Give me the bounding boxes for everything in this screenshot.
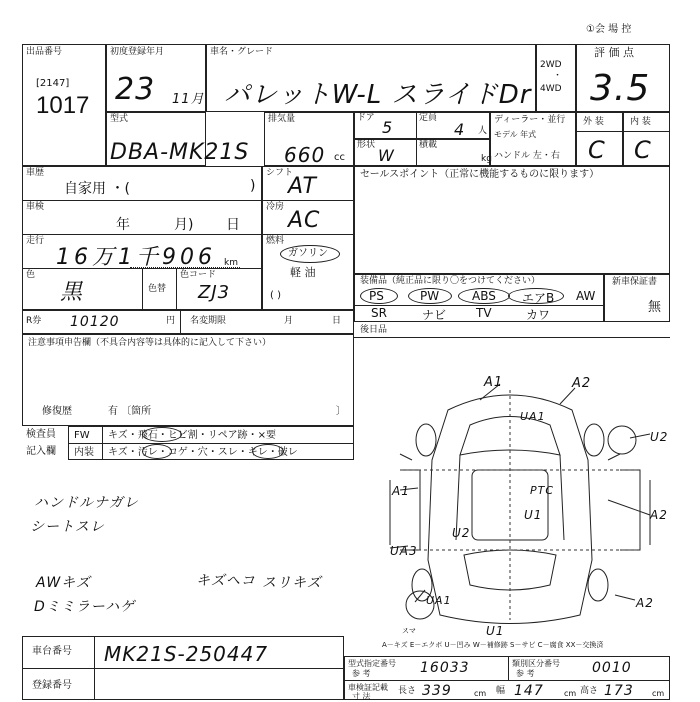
len-unit: cm xyxy=(474,689,487,698)
doors-label: ドア xyxy=(357,113,375,123)
capacity-value: 4 xyxy=(454,120,466,139)
mark-ptc: PTC xyxy=(530,484,555,497)
mark-a2-top: A2 xyxy=(572,376,592,391)
mileage-value: 16万1千906 xyxy=(56,245,216,270)
height-unit: cm xyxy=(652,689,665,698)
equip-aw: AW xyxy=(576,289,596,303)
type-num-label: 型式指定番号 xyxy=(348,659,396,668)
grade-divider xyxy=(576,131,670,132)
color-change-label: 色替 xyxy=(148,284,167,294)
nameexp-month: 月 xyxy=(284,316,294,326)
handle-label: ハンドル 左・右 xyxy=(494,151,560,161)
venue-label: ①会 場 控 xyxy=(586,24,632,35)
nameexp-label: 名変期限 xyxy=(190,316,227,326)
mark-a1-left: A1 xyxy=(392,484,410,498)
reg-year: 23 xyxy=(115,72,156,107)
width-label: 幅 xyxy=(496,686,506,696)
cert-sub: 寸 法 xyxy=(352,692,371,701)
shift-value: AT xyxy=(288,174,317,199)
footer-right-line xyxy=(344,680,670,681)
class-sub: 参 考 xyxy=(516,669,535,678)
lot-number: 1017 xyxy=(36,92,90,119)
drive-dot: ・ xyxy=(553,71,563,81)
mark-sma: スマ xyxy=(402,627,416,635)
mileage-dots xyxy=(130,267,240,268)
color-code-value: ZJ3 xyxy=(198,282,231,303)
nameexp-day: 日 xyxy=(332,316,342,326)
mark-u1-roof: U1 xyxy=(524,508,543,522)
equip-tv: TV xyxy=(476,306,492,320)
inspector-row2: キズ・汚レ・コゲ・穴・スレ・キレ・破レ xyxy=(108,447,298,458)
mark-ua1-rear: UA1 xyxy=(426,594,452,607)
repair-label: 修復歴 xyxy=(42,406,72,417)
reg-month: 11月 xyxy=(172,92,205,107)
equip-airbag: エアB xyxy=(522,291,555,305)
inspector-circle-scuff xyxy=(252,444,284,459)
mark-a2-right: A2 xyxy=(650,508,668,522)
type-num-value: 16033 xyxy=(420,660,470,676)
model-label: 型式 xyxy=(110,114,129,124)
mileage-label: 走行 xyxy=(26,236,45,246)
footer-left-line xyxy=(22,668,344,669)
cc-value: 660 xyxy=(284,143,326,167)
mark-ua3: UA3 xyxy=(390,544,418,558)
load-label: 積載 xyxy=(419,140,438,150)
note-line-1: ハンドルナガレ xyxy=(34,495,139,511)
shift-label: シフト xyxy=(266,168,294,178)
interior-label: 内 装 xyxy=(630,117,651,127)
class-label: 類別区分番号 xyxy=(512,659,560,668)
mark-u1-rear: U1 xyxy=(486,624,505,638)
type-num-sub: 参 考 xyxy=(352,669,371,678)
mileage-unit: km xyxy=(224,258,238,268)
exterior-value: C xyxy=(588,136,606,164)
mid-line-2 xyxy=(262,234,354,235)
usage-label: 車歴 xyxy=(26,168,45,178)
len-value: 339 xyxy=(422,683,452,699)
ac-value: AC xyxy=(288,208,321,233)
width-value: 147 xyxy=(514,683,544,699)
score-label: 評 価 点 xyxy=(594,46,634,59)
chassis-value: MK21S-250447 xyxy=(104,642,269,666)
mid-line-1 xyxy=(262,200,354,201)
doors-value: 5 xyxy=(382,118,394,137)
usage-value: 自家用 ・( xyxy=(64,181,130,197)
fuel-gas: ガソリン xyxy=(288,248,328,259)
equip-leather: カワ xyxy=(526,308,551,322)
inspector-row1: キズ・飛石・ヒビ割・リペア跡・×要 xyxy=(108,430,276,441)
height-value: 173 xyxy=(604,683,634,699)
rear-line xyxy=(354,337,670,338)
inspector-circle-stone xyxy=(142,427,182,442)
color-value: 黒 xyxy=(60,280,84,305)
capacity-unit: 人 xyxy=(478,126,488,136)
note-line-2: シートスレ xyxy=(30,519,105,535)
equip-label: 装備品（純正品に限り〇をつけてください） xyxy=(360,276,541,286)
inspection-month: 月) xyxy=(174,217,194,233)
cc-label: 排気量 xyxy=(268,114,296,124)
equip-navi: ナビ xyxy=(422,308,447,322)
mark-u2-right: U2 xyxy=(650,430,669,444)
equip-sr: SR xyxy=(371,306,387,320)
note-line-3: AWキズ xyxy=(36,575,91,591)
dealer-label: ディーラー・並行 xyxy=(494,115,566,125)
note-line-5: キズヘコ xyxy=(196,573,256,589)
reg-label: 初度登録年月 xyxy=(110,47,165,57)
repair-value: 有 〔箇所 xyxy=(108,406,152,417)
inspection-year: 年 xyxy=(116,217,130,233)
rear-label: 後日品 xyxy=(360,325,388,335)
plate-label: 登録番号 xyxy=(32,680,72,691)
score-value: 3.5 xyxy=(590,68,651,109)
inspector-divider xyxy=(102,426,103,460)
capacity-label: 定員 xyxy=(419,113,438,123)
lot-label: 出品番号 xyxy=(26,47,63,57)
len-label: 長さ xyxy=(398,686,417,696)
mark-a2-rear: A2 xyxy=(636,596,654,610)
mark-u2-left: U2 xyxy=(452,526,471,540)
legend: A－キズ E－エクボ U－凹み W－補修跡 S－サビ C－腐食 XX－交換済 xyxy=(382,641,604,649)
recycle-divider xyxy=(180,310,181,334)
row-line-2 xyxy=(22,234,262,235)
inspector-circle-dirt xyxy=(142,444,172,459)
cc-unit: cc xyxy=(334,152,345,163)
shape-value: W xyxy=(378,146,395,165)
equip-ps: PS xyxy=(369,289,384,303)
inspector-label-1: 検査員 xyxy=(26,429,56,440)
footer-left-divider xyxy=(94,636,95,700)
inspector-fw: FW xyxy=(74,430,90,441)
name-value: パレットW-L スライドDr xyxy=(224,80,532,110)
inspector-label-2: 記入欄 xyxy=(26,446,56,457)
fuel-label: 燃料 xyxy=(266,236,285,246)
model-year-label: モデル 年式 xyxy=(494,130,537,139)
note-line-4: Dミミラーハゲ xyxy=(34,599,136,615)
colorcode-divider xyxy=(176,268,177,310)
note-line-6: スリキズ xyxy=(262,575,322,591)
model-value: DBA-MK21S xyxy=(110,140,250,165)
recycle-unit: 円 xyxy=(166,316,176,326)
color-code-label: 色コード xyxy=(180,270,217,280)
cert-label: 車検証記載 xyxy=(348,683,388,692)
inspection-day: 日 xyxy=(226,217,240,233)
ac-label: 冷房 xyxy=(266,202,285,212)
class-value: 0010 xyxy=(592,660,632,676)
fuel-diesel: 軽 油 xyxy=(290,266,316,279)
shape-label: 形状 xyxy=(357,140,376,150)
drive-2wd: 2WD xyxy=(540,60,562,70)
equip-abs: ABS xyxy=(472,289,496,303)
mark-ua1-hood: UA1 xyxy=(520,410,546,423)
chassis-label: 車台番号 xyxy=(32,646,72,657)
inspector-line xyxy=(68,443,354,444)
drive-4wd: 4WD xyxy=(540,84,562,94)
lot-sub: [2147] xyxy=(36,78,70,89)
row-line-1 xyxy=(22,200,262,201)
recycle-value: 10120 xyxy=(70,314,120,330)
color-label: 色 xyxy=(26,270,36,280)
height-label: 高さ xyxy=(580,686,599,696)
name-label: 車名・グレード xyxy=(210,47,274,57)
equip-pw: PW xyxy=(420,289,440,303)
footer-right-divider xyxy=(508,656,509,680)
load-unit: kg xyxy=(481,154,492,164)
width-unit: cm xyxy=(564,689,577,698)
mark-a1-top: A1 xyxy=(484,375,504,390)
interior-value: C xyxy=(634,136,652,164)
fuel-paren: ( ) xyxy=(270,290,281,301)
notes-label: 注意事項申告欄（不具合内容等は具体的に記入して下さい） xyxy=(28,338,272,348)
warranty-value: 無 xyxy=(648,300,662,315)
exterior-label: 外 装 xyxy=(583,117,604,127)
recycle-label: R券 xyxy=(26,316,42,326)
usage-close: ) xyxy=(250,178,256,194)
color-divider xyxy=(142,268,143,310)
repair-close: 〕 xyxy=(336,406,346,417)
inspector-naisou: 内装 xyxy=(74,447,94,458)
inspection-label: 車検 xyxy=(26,202,45,212)
sales-block xyxy=(354,166,670,274)
sales-label: セールスポイント（正常に機能するものに限ります） xyxy=(360,169,600,180)
warranty-label: 新車保証書 xyxy=(612,277,658,287)
